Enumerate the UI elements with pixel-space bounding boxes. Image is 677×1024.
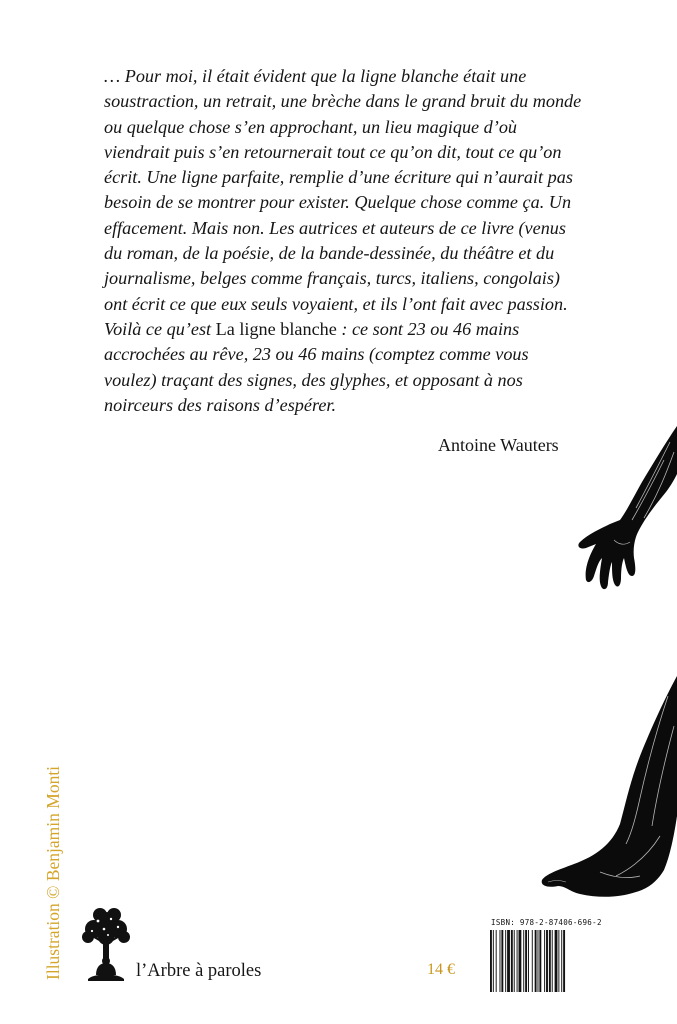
barcode-bar <box>511 930 513 992</box>
arm-illustration <box>574 412 677 612</box>
blurb-part-1: … Pour moi, il était évident que la ligne blanche était une soustraction, un retrait, une brèche dans le grand bruit du monde ou quelque chose s’en approchant, un lieu magique d’où viendrait puis s’en retournerait tout ce qu’on dit, tout ce qu’on écrit. Une ligne parfaite, remplie d’une écriture qui n’aurait pas besoin de se montrer pour exister. Quelque chose comme ça. Un effacement. Mais non. Les autrices et auteurs de ce livre (venus du roman, de la poésie, de la bande-dessinée, du théâtre et du journalisme, belges comme français, turcs, italiens, congolais) ont écrit ce que eux seuls voyaient, et ils l’ont fait avec passion. Voilà ce qu’est <box>104 66 582 339</box>
barcode-bar <box>523 930 524 992</box>
barcode-bar <box>507 930 510 992</box>
barcode-bar <box>514 930 515 992</box>
barcode-bar <box>517 930 518 992</box>
barcode-bar <box>549 930 551 992</box>
blurb-text <box>104 64 584 418</box>
barcode-bar <box>546 930 548 992</box>
barcode-bar <box>493 930 494 992</box>
barcode-bar <box>539 930 541 992</box>
blurb-book-title: La ligne blanche <box>215 318 337 339</box>
barcode-bar <box>496 930 497 992</box>
barcode-bar <box>500 930 501 992</box>
barcode-bar <box>532 930 533 992</box>
barcode-bar <box>552 930 553 992</box>
barcode-bar <box>538 930 539 992</box>
tree-logo-icon <box>78 905 134 985</box>
blurb-part-2: : ce sont 23 ou 46 mains accrochées au rêve, 23 ou 46 mains (comptez comme vous voulez) traçant des signes, des glyphes, et opposant à nos noirceurs des raisons d’espérer. <box>104 318 529 415</box>
barcode-bar <box>561 930 562 992</box>
barcode-bar <box>490 930 492 992</box>
leg-illustration <box>540 676 677 906</box>
publisher-name: l’Arbre à paroles <box>136 961 262 981</box>
barcode-bar <box>505 930 506 992</box>
barcode-bar <box>519 930 522 992</box>
barcode-bar <box>525 930 527 992</box>
barcode-icon <box>490 930 588 992</box>
barcode-bar <box>544 930 545 992</box>
barcode-bar <box>501 930 503 992</box>
author-signature: Antoine Wauters <box>438 435 559 455</box>
barcode-bar <box>558 930 559 992</box>
illustration-credit: Illustration © Benjamin Monti <box>43 765 63 980</box>
barcode-bar <box>563 930 565 992</box>
barcode-bar <box>528 930 529 992</box>
barcode-bar <box>555 930 558 992</box>
isbn-label: ISBN: 978-2-87406-696-2 <box>491 918 602 927</box>
price-label: 14 € <box>427 961 455 978</box>
barcode-bar <box>535 930 537 992</box>
